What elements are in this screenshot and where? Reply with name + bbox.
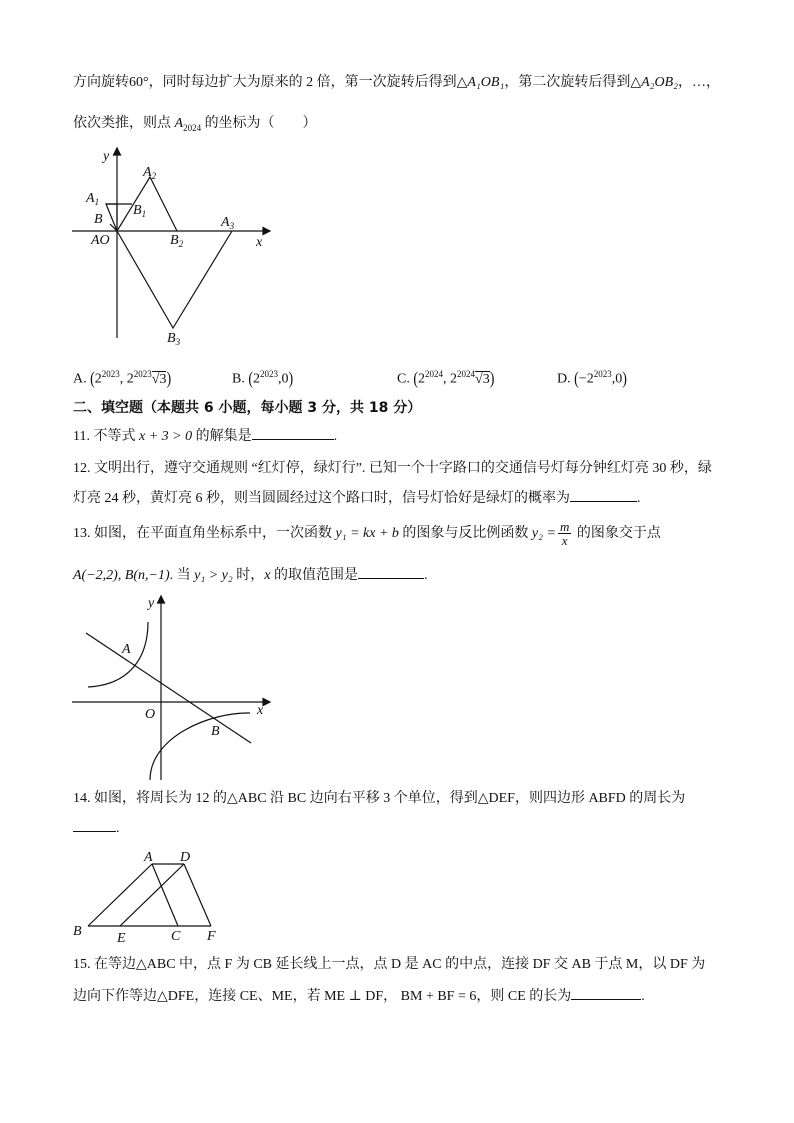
q14-segment-df [184, 864, 211, 926]
q12-line1: 12. 文明出行，遵守交通规则 “红灯停，绿灯行”. 已知一个十字路口的交通信号灯每分钟红灯亮 30 秒，绿 [73, 461, 712, 476]
q13-end: . [423, 568, 428, 583]
q13-label-b: B [211, 724, 220, 739]
q10-option-d[interactable]: D. $(-2^{2023},0)$ [557, 369, 627, 389]
q10-triangle-a1ob1 [106, 204, 117, 231]
q10-label-ao: AO [91, 233, 110, 248]
q14-line2 [73, 817, 120, 839]
option-b-label: B. [232, 371, 245, 387]
q15-line1: 15. 在等边△ABC 中，点 F 为 CB 延长线上一点，点 D 是 AC 的中点，连接 DF 交 AB 于点 M，以 DF 为 [73, 957, 706, 972]
q12-end: . [637, 491, 641, 506]
option-a-exp1: 2023 [101, 369, 120, 379]
q10-point-sub: 2024 [183, 122, 202, 133]
q10-triangle-2: △A₂OB₂ [630, 75, 679, 90]
q10-line1-text-a: 方向旋转60°，同时每边扩大为原来的 2 倍，第一次旋转后得到 [73, 75, 457, 90]
q10-line1 [73, 73, 720, 93]
q13-answer-blank[interactable] [358, 564, 424, 579]
q10-line2-text-a: 依次类推，则点 [73, 116, 175, 131]
q13-line2-text-c: 时， [232, 568, 265, 583]
q13-points: A(−2,2), B(n,−1) [73, 568, 170, 583]
q11-expression: x + 3 > 0 [138, 429, 193, 444]
q13-y-arrow-icon [158, 596, 165, 603]
option-a-exp2: 2023 [133, 369, 152, 379]
q13-hyperbola-branch-2 [150, 713, 250, 780]
option-d-exp1: 2023 [593, 369, 612, 379]
q13-line1-text-b: 的图象与反比例函数 [398, 526, 532, 541]
q10-point: A [174, 116, 184, 131]
q13-line1 [73, 520, 661, 548]
option-b-exp1: 2023 [260, 369, 279, 379]
q11-number: 11. [73, 429, 90, 444]
q10-line1-text-c: ，…， [678, 75, 721, 90]
q11-text-a: 不等式 [89, 429, 139, 444]
q10-figure [60, 140, 280, 355]
q10-option-a[interactable]: A. ($2^{2023}$, $2^{2023}√3$) [73, 369, 172, 389]
q10-label-a3: $A_3$ [221, 215, 235, 231]
q10-line1-text-b: ，第二次旋转后得到 [504, 75, 631, 90]
q11-end: . [333, 429, 338, 444]
option-d-label: D. [557, 371, 571, 387]
q14-figure [68, 845, 228, 945]
q10-label-b2: $B_2$ [170, 233, 184, 249]
q12-line2 [73, 487, 641, 509]
q10-y-arrow-icon [114, 148, 121, 155]
option-b-tail: ,0 [278, 371, 289, 387]
q10-option-c[interactable]: C. ($2^{2024}$, $2^{2024}√3$) [397, 369, 495, 389]
q14-label-f: F [207, 929, 216, 944]
q13-label-x: x [257, 703, 264, 718]
option-a-label: A. [73, 371, 87, 387]
q14-label-a: A [144, 850, 153, 865]
q15-end: . [641, 989, 645, 1004]
q15-line2-text: 边向下作等边△DFE，连接 CE、ME，若 ME ⊥ DF， BM + BF = 6，则 CE 的长为 [73, 989, 572, 1004]
q11-answer-blank[interactable] [252, 425, 334, 440]
q13-y1-expression: y₁ = kx + b [335, 526, 399, 541]
q10-label-x: x [256, 235, 263, 250]
q10-label-a2: $A_2$ [143, 165, 157, 181]
q15-answer-blank[interactable] [571, 985, 641, 1000]
q10-line2-text-b: 的坐标为（ ） [201, 116, 317, 131]
q14-answer-blank[interactable] [73, 817, 116, 832]
q10-label-b1: $B_1$ [133, 203, 147, 219]
q14-line1: 14. 如图，将周长为 12 的△ABC 沿 BC 边向右平移 3 个单位，得到△DEF，则四边形 ABFD 的周长为 [73, 791, 686, 806]
q10-triangle-1: △A₁OB₁ [456, 75, 505, 90]
q10-label-a1: $A_1$ [86, 191, 100, 207]
option-d-tail: ,0 [611, 371, 623, 387]
section-title: 二、填空题（本题共 6 小题，每小题 3 分，共 18 分） [73, 400, 422, 416]
q13-line1-text-c: 的图象交于点 [573, 526, 661, 541]
q13-fraction-denominator: x [561, 533, 568, 549]
q13-y2-expression: y₂ = [531, 526, 556, 541]
option-d-prefix: −2 [578, 371, 594, 387]
q12-line2-text: 灯亮 24 秒，黄灯亮 6 秒，则当圆圆经过这个路口时，信号灯恰好是绿灯的概率为 [73, 491, 570, 506]
q10-x-arrow-icon [263, 228, 270, 235]
q13-condition: y₁ > y₂ [194, 568, 233, 583]
q13-fraction [558, 520, 571, 547]
q10-label-b: B [94, 212, 103, 227]
q14-segment-ab [88, 864, 152, 926]
q13-x-arrow-icon [263, 699, 270, 706]
q10-label-b3: $B_3$ [167, 331, 181, 347]
q13-label-y: y [148, 596, 155, 611]
q13-line2 [73, 564, 427, 586]
q13-line2-text-d: 的取值范围是 [270, 568, 358, 583]
q10-label-y: y [103, 149, 110, 164]
q13-fraction-numerator: m [559, 519, 570, 535]
q14-label-d: D [180, 850, 191, 865]
q11 [73, 425, 337, 447]
q14-end: . [116, 821, 120, 836]
option-c-label: C. [397, 371, 410, 387]
q14-label-e: E [117, 931, 126, 946]
q13-line-y1 [86, 633, 251, 743]
q11-text-b: 的解集是 [192, 429, 252, 444]
q10-line2 [73, 114, 317, 138]
q13-variable: x [264, 568, 271, 583]
option-c-exp1: 2024 [425, 369, 444, 379]
q13-line2-text-b: . 当 [169, 568, 195, 583]
q13-label-o: O [145, 707, 156, 722]
q15-line2 [73, 985, 645, 1007]
option-c-sqrt: √3 [475, 371, 490, 387]
q10-option-b[interactable]: B. $(2^{2023},0)$ [232, 369, 294, 389]
q13-line1-text-a: 13. 如图，在平面直角坐标系中，一次函数 [73, 526, 336, 541]
option-c-exp2: 2024 [457, 369, 476, 379]
q13-label-a: A [122, 642, 131, 657]
q14-label-b: B [73, 924, 82, 939]
option-a-sqrt: √3 [151, 371, 167, 387]
q12-answer-blank[interactable] [570, 487, 637, 502]
q14-label-c: C [171, 929, 181, 944]
q13-figure [70, 592, 275, 782]
